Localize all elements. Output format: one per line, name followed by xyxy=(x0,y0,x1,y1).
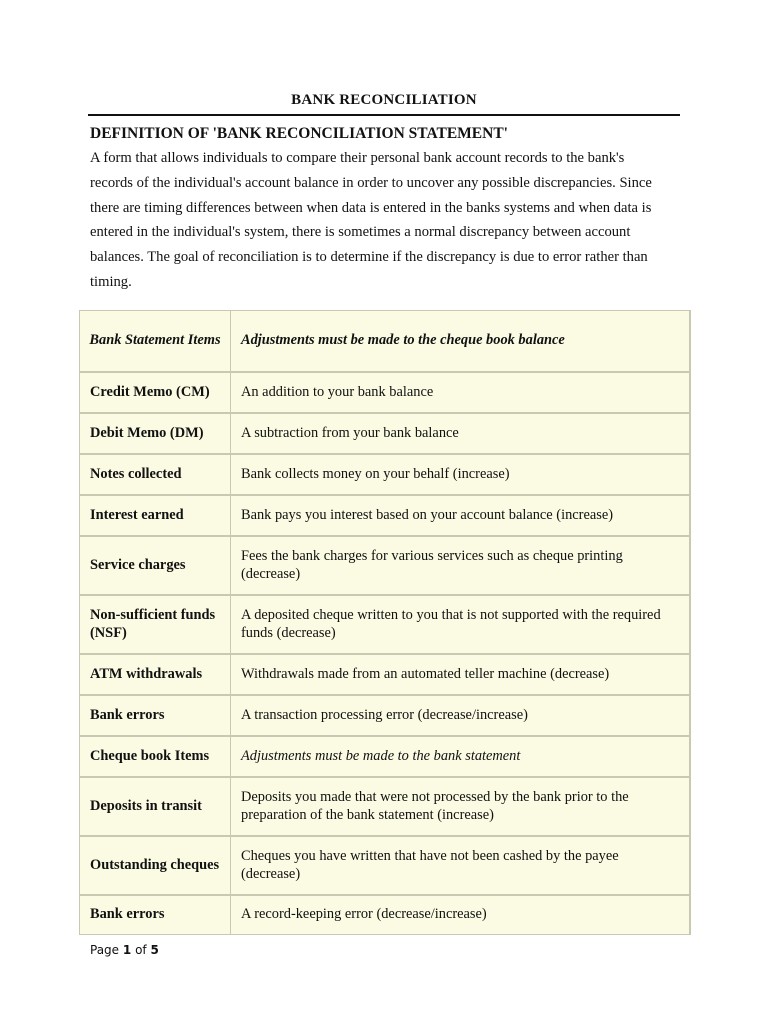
header-bank-statement-items: Bank Statement Items xyxy=(80,311,231,373)
table-row xyxy=(80,778,689,837)
table-row xyxy=(80,373,689,414)
row-description: A transaction processing error (decrease/increase) xyxy=(231,696,689,737)
table-row xyxy=(80,414,689,455)
row-item: Notes collected xyxy=(80,455,231,496)
table-header-row xyxy=(80,311,689,373)
row-item: Bank errors xyxy=(80,696,231,737)
row-description: Cheques you have written that have not been cashed by the payee (decrease) xyxy=(231,837,689,896)
table-row xyxy=(80,455,689,496)
table-row xyxy=(80,837,689,896)
row-description: Deposits you made that were not processed by the bank prior to the preparation of the bank statement (increase) xyxy=(231,778,689,837)
definition-heading: DEFINITION OF 'BANK RECONCILIATION STATEMENT' xyxy=(90,125,508,142)
table-row xyxy=(80,737,689,778)
row-description: A record-keeping error (decrease/increase) xyxy=(231,896,689,934)
definition-line: there are timing differences between when data is entered in the banks systems and when data is xyxy=(90,199,652,216)
page-label: Page xyxy=(90,943,120,957)
definition-line: records of the individual's account balance in order to uncover any possible discrepancies. Since xyxy=(90,174,652,191)
row-item: Service charges xyxy=(80,537,231,596)
page-footer xyxy=(90,943,159,957)
row-item: Debit Memo (DM) xyxy=(80,414,231,455)
definition-line: A form that allows individuals to compare their personal bank account records to the bank's xyxy=(90,150,625,166)
row-item: ATM withdrawals xyxy=(80,655,231,696)
table-row xyxy=(80,655,689,696)
row-description: A deposited cheque written to you that is not supported with the required funds (decrease) xyxy=(231,596,689,655)
row-item: Cheque book Items xyxy=(80,737,231,778)
bank-items-table xyxy=(79,310,691,935)
row-item: Non-sufficient funds (NSF) xyxy=(80,596,231,655)
row-description: Bank pays you interest based on your account balance (increase) xyxy=(231,496,689,537)
table-row xyxy=(80,496,689,537)
row-item: Bank errors xyxy=(80,896,231,934)
definition-line: timing. xyxy=(90,273,132,290)
row-description: Withdrawals made from an automated teller machine (decrease) xyxy=(231,655,689,696)
row-item: Outstanding cheques xyxy=(80,837,231,896)
row-description: Adjustments must be made to the bank statement xyxy=(231,737,689,778)
table-row xyxy=(80,537,689,596)
header-adjustments: Adjustments must be made to the cheque book balance xyxy=(231,311,689,373)
page-title: BANK RECONCILIATION xyxy=(291,92,477,108)
definition-line: balances. The goal of reconciliation is to determine if the discrepancy is due to error rather than xyxy=(90,249,648,266)
row-description: Bank collects money on your behalf (increase) xyxy=(231,455,689,496)
definition-paragraph xyxy=(90,146,682,295)
title-divider xyxy=(88,114,680,116)
table-row xyxy=(80,896,689,934)
of-label: of xyxy=(135,943,147,957)
total-pages: 5 xyxy=(150,943,159,957)
table-row xyxy=(80,596,689,655)
row-description: An addition to your bank balance xyxy=(231,373,689,414)
row-item: Interest earned xyxy=(80,496,231,537)
row-description: Fees the bank charges for various services such as cheque printing (decrease) xyxy=(231,537,689,596)
current-page: 1 xyxy=(122,943,132,957)
table-row xyxy=(80,696,689,737)
row-item: Credit Memo (CM) xyxy=(80,373,231,414)
definition-line: entered in the individual's system, there is sometimes a normal discrepancy between account xyxy=(90,224,631,241)
row-description: A subtraction from your bank balance xyxy=(231,414,689,455)
row-item: Deposits in transit xyxy=(80,778,231,837)
